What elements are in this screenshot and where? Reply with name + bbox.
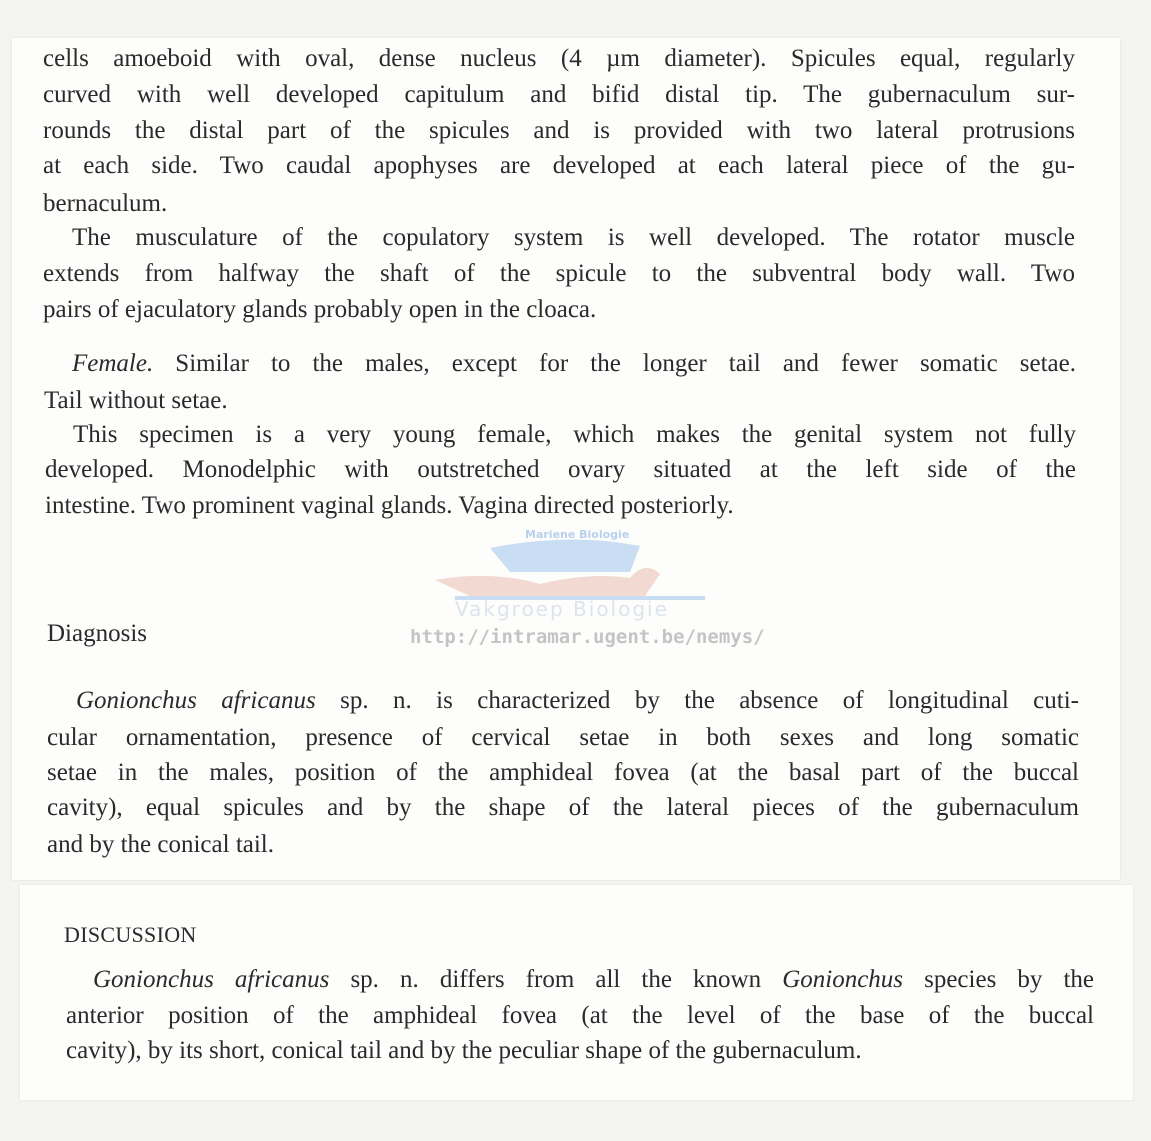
- text-line: extends from halfway the shaft of the spicule to the subventral body wall. Two: [43, 260, 1075, 287]
- section-heading-diagnosis: Diagnosis: [47, 620, 147, 647]
- text-line: [76, 686, 1079, 716]
- watermark-name: Vakgroep Biologie: [455, 597, 669, 621]
- text-line: pairs of ejaculatory glands probably open in the cloaca.: [43, 296, 597, 323]
- text-line: cells amoeboid with oval, dense nucleus (4 µm diameter). Spicules equal, regularly: [43, 45, 1075, 72]
- text-line: Tail without setae.: [44, 387, 228, 414]
- text-line: This specimen is a very young female, which makes the genital system not fully: [73, 421, 1076, 448]
- text-span: sp. n. differs from all the known: [329, 966, 783, 993]
- watermark-url: http://intramar.ugent.be/nemys/: [410, 626, 765, 648]
- species-name: Gonionchus africanus: [76, 687, 316, 714]
- text-line: intestine. Two prominent vaginal glands. Vagina directed posteriorly.: [45, 492, 734, 519]
- species-name: Gonionchus africanus: [93, 966, 330, 993]
- watermark-logo: [430, 526, 730, 622]
- text-line: at each side. Two caudal apophyses are developed at each lateral piece of the gu-: [43, 152, 1075, 179]
- female-label: Female.: [72, 350, 154, 377]
- text-line: setae in the males, position of the amphideal fovea (at the basal part of the buccal: [47, 759, 1079, 786]
- text-line: bernaculum.: [43, 190, 168, 217]
- text-line: The musculature of the copulatory system is well developed. The rotator muscle: [72, 224, 1075, 251]
- text-line: curved with well developed capitulum and bifid distal tip. The gubernaculum sur-: [43, 81, 1075, 108]
- text-span: species by the: [903, 966, 1094, 993]
- text-line: rounds the distal part of the spicules and is provided with two lateral protrusions: [43, 117, 1075, 144]
- text-span: Similar to the males, except for the longer tail and fewer somatic setae.: [153, 350, 1076, 377]
- text-line: [93, 965, 1094, 995]
- genus-name: Gonionchus: [782, 966, 904, 993]
- text-line: and by the conical tail.: [47, 831, 275, 858]
- text-line: anterior position of the amphideal fovea (at the level of the base of the buccal: [66, 1002, 1094, 1029]
- text-span: sp. n. is characterized by the absence of longitudinal cuti-: [315, 687, 1079, 714]
- text-line: developed. Monodelphic with outstretched ovary situated at the left side of the: [45, 456, 1076, 483]
- text-line: cavity), by its short, conical tail and by the peculiar shape of the gubernaculum.: [66, 1037, 862, 1064]
- section-heading-discussion: DISCUSSION: [64, 922, 197, 947]
- text-line: cular ornamentation, presence of cervical setae in both sexes and long somatic: [47, 724, 1079, 751]
- text-line: cavity), equal spicules and by the shape of the lateral pieces of the gubernaculum: [47, 794, 1079, 821]
- watermark-arc-text: Mariene Biologie: [525, 528, 630, 541]
- text-line: [72, 349, 1076, 379]
